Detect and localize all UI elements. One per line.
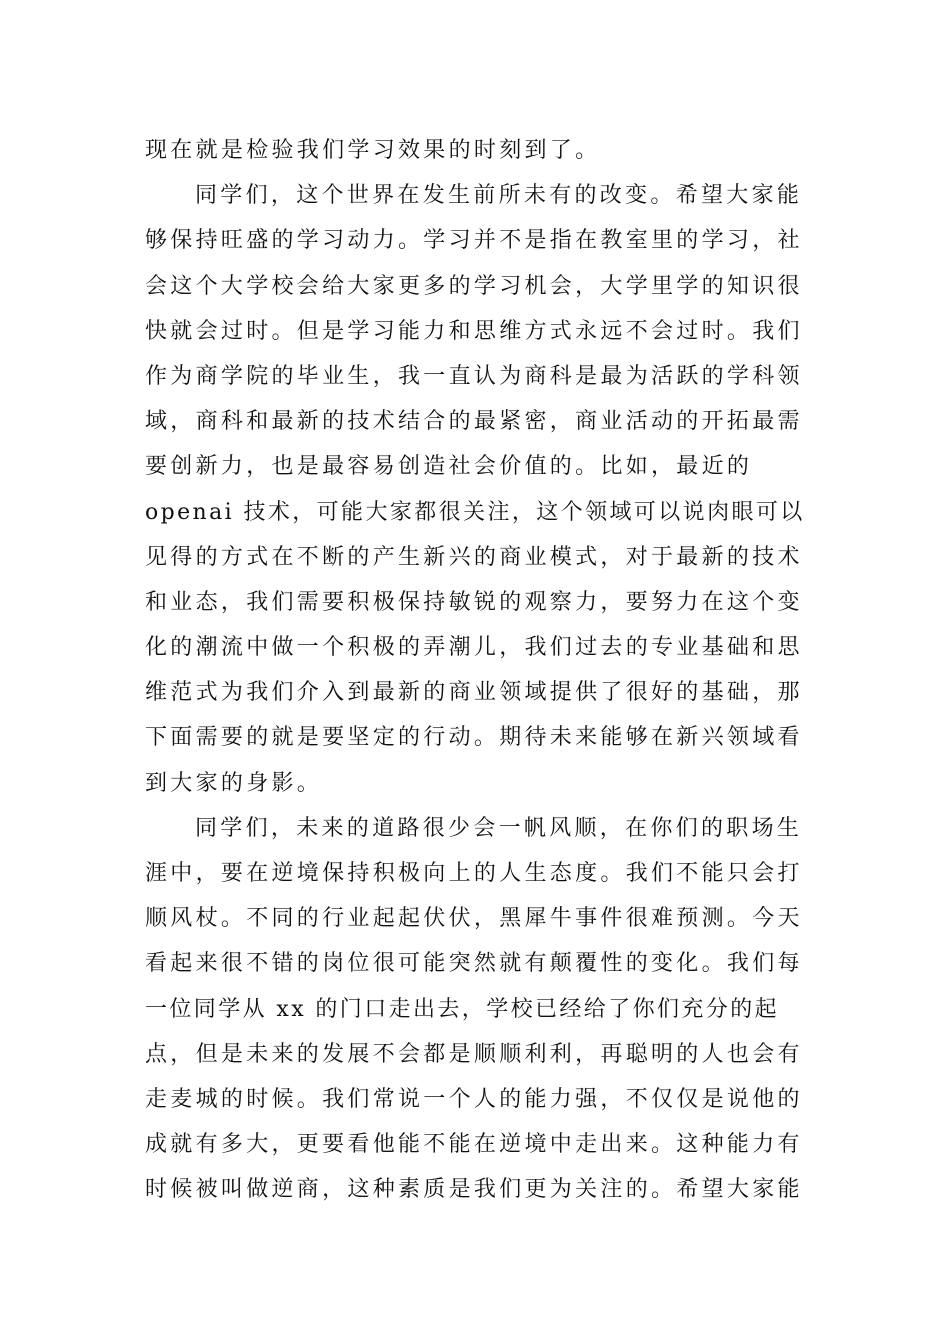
text-line: 现在就是检验我们学习效果的时刻到了。 xyxy=(145,138,601,163)
body-text xyxy=(145,128,807,1213)
text-line: 到大家的身影。 xyxy=(145,770,323,796)
text-line: 点，但是未来的发展不会都是顺顺利利，再聪明的人也会有 xyxy=(145,1041,803,1067)
paragraph-first-line: 同学们，未来的道路很少会一帆风顺，在你们的职场生 xyxy=(195,815,803,841)
text-line: 走麦城的时候。我们常说一个人的能力强，不仅仅是说他的 xyxy=(145,1086,803,1112)
text-line: 快就会过时。但是学习能力和思维方式永远不会过时。我们 xyxy=(145,318,803,344)
text-line: 域，商科和最新的技术结合的最紧密，商业活动的开拓最需 xyxy=(145,409,803,435)
text-line: 一位同学从 xx 的门口走出去，学校已经给了你们充分的起 xyxy=(145,996,780,1022)
text-line: 够保持旺盛的学习动力。学习并不是指在教室里的学习，社 xyxy=(145,228,803,254)
text-line: 下面需要的就是要坚定的行动。期待未来能够在新兴领域看 xyxy=(145,725,803,751)
text-line: 和业态，我们需要积极保持敏锐的观察力，要努力在这个变 xyxy=(145,589,803,615)
text-line: 时候被叫做逆商，这种素质是我们更为关注的。希望大家能 xyxy=(145,1177,803,1203)
text-line: 要创新力，也是最容易创造社会价值的。比如，最近的 xyxy=(145,454,753,480)
text-line: 维范式为我们介入到最新的商业领域提供了很好的基础，那 xyxy=(145,680,803,706)
paragraph-first-line: 同学们，这个世界在发生前所未有的改变。希望大家能 xyxy=(195,183,803,209)
text-line: 化的潮流中做一个积极的弄潮儿，我们过去的专业基础和思 xyxy=(145,635,803,661)
text-line: 会这个大学校会给大家更多的学习机会，大学里学的知识很 xyxy=(145,273,803,299)
text-line: 作为商学院的毕业生，我一直认为商科是最为活跃的学科领 xyxy=(145,363,803,389)
text-line: 看起来很不错的岗位很可能突然就有颠覆性的变化。我们每 xyxy=(145,951,803,977)
text-line: 见得的方式在不断的产生新兴的商业模式，对于最新的技术 xyxy=(145,544,803,570)
text-line: 成就有多大，更要看他能不能在逆境中走出来。这种能力有 xyxy=(145,1132,803,1158)
text-line: 涯中，要在逆境保持积极向上的人生态度。我们不能只会打 xyxy=(145,861,803,886)
text-line: openai 技术，可能大家都很关注，这个领域可以说肉眼可以 xyxy=(145,499,805,525)
text-line: 顺风杖。不同的行业起起伏伏，黑犀牛事件很难预测。今天 xyxy=(145,906,803,932)
